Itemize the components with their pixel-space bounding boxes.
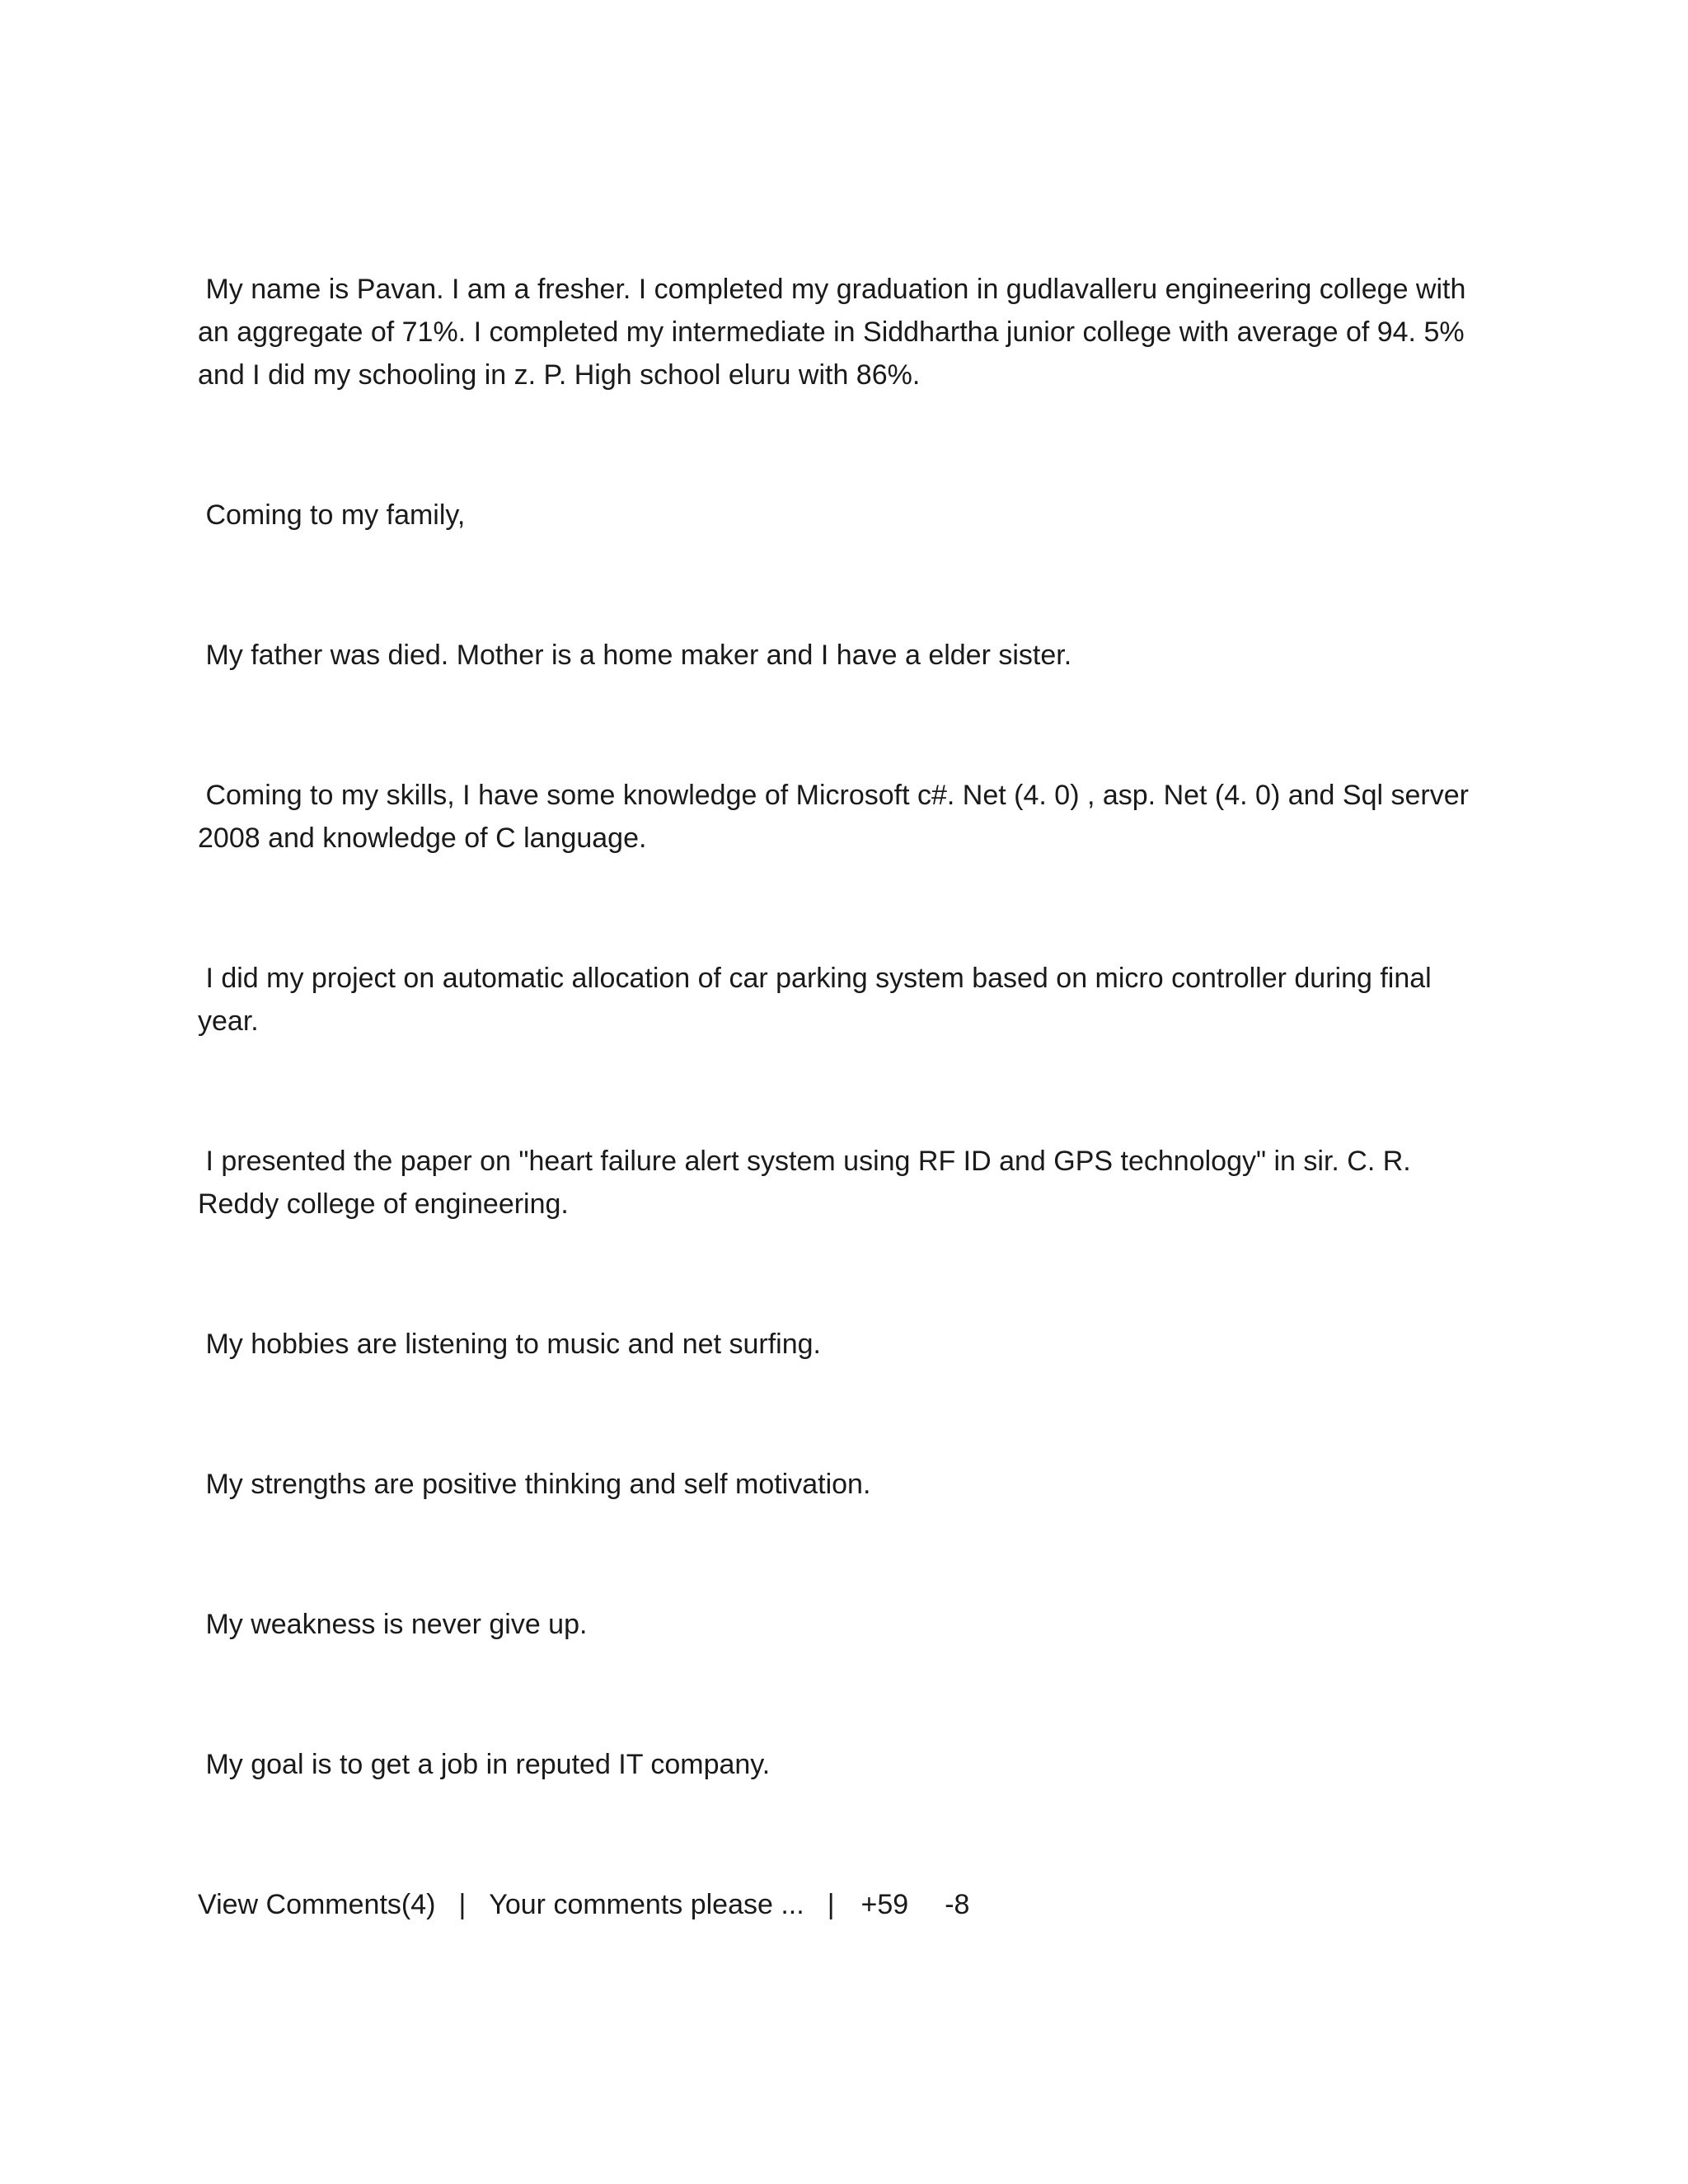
paragraph-paper: I presented the paper on "heart failure alert system using RF ID and GPS technology" in sir. C. R. Reddy college of engineering. — [198, 1146, 1419, 1220]
comment-bar — [198, 1883, 1484, 1926]
downvote-count[interactable]: -8 — [945, 1889, 970, 1920]
paragraph-skills: Coming to my skills, I have some knowledge of Microsoft c#. Net (4. 0) , asp. Net (4. 0) and Sql server 2008 and knowledge of C language. — [198, 780, 1477, 854]
paragraph-family: My father was died. Mother is a home maker and I have a elder sister. — [198, 640, 1072, 671]
separator: | — [827, 1889, 835, 1920]
paragraph-introduction: My name is Pavan. I am a fresher. I completed my graduation in gudlavalleru engineering college with an aggregate of 71%. I completed my intermediate in Siddhartha junior college with average of 94. 5% and I did my schooling in z. P. High school eluru with 86%. — [198, 274, 1474, 391]
upvote-count[interactable]: +59 — [860, 1889, 909, 1920]
paragraph-family-heading: Coming to my family, — [198, 499, 466, 531]
view-comments-link[interactable]: View Comments(4) — [198, 1889, 436, 1920]
document-body — [198, 268, 1484, 1926]
paragraph-hobbies: My hobbies are listening to music and net surfing. — [198, 1329, 821, 1360]
paragraph-goal: My goal is to get a job in reputed IT company. — [198, 1749, 771, 1780]
paragraph-weakness: My weakness is never give up. — [198, 1609, 588, 1640]
paragraph-strengths: My strengths are positive thinking and self motivation. — [198, 1469, 871, 1500]
paragraph-project: I did my project on automatic allocation of car parking system based on micro controller during final year. — [198, 963, 1440, 1037]
comment-prompt-link[interactable]: Your comments please ... — [489, 1889, 804, 1920]
separator: | — [458, 1889, 467, 1920]
